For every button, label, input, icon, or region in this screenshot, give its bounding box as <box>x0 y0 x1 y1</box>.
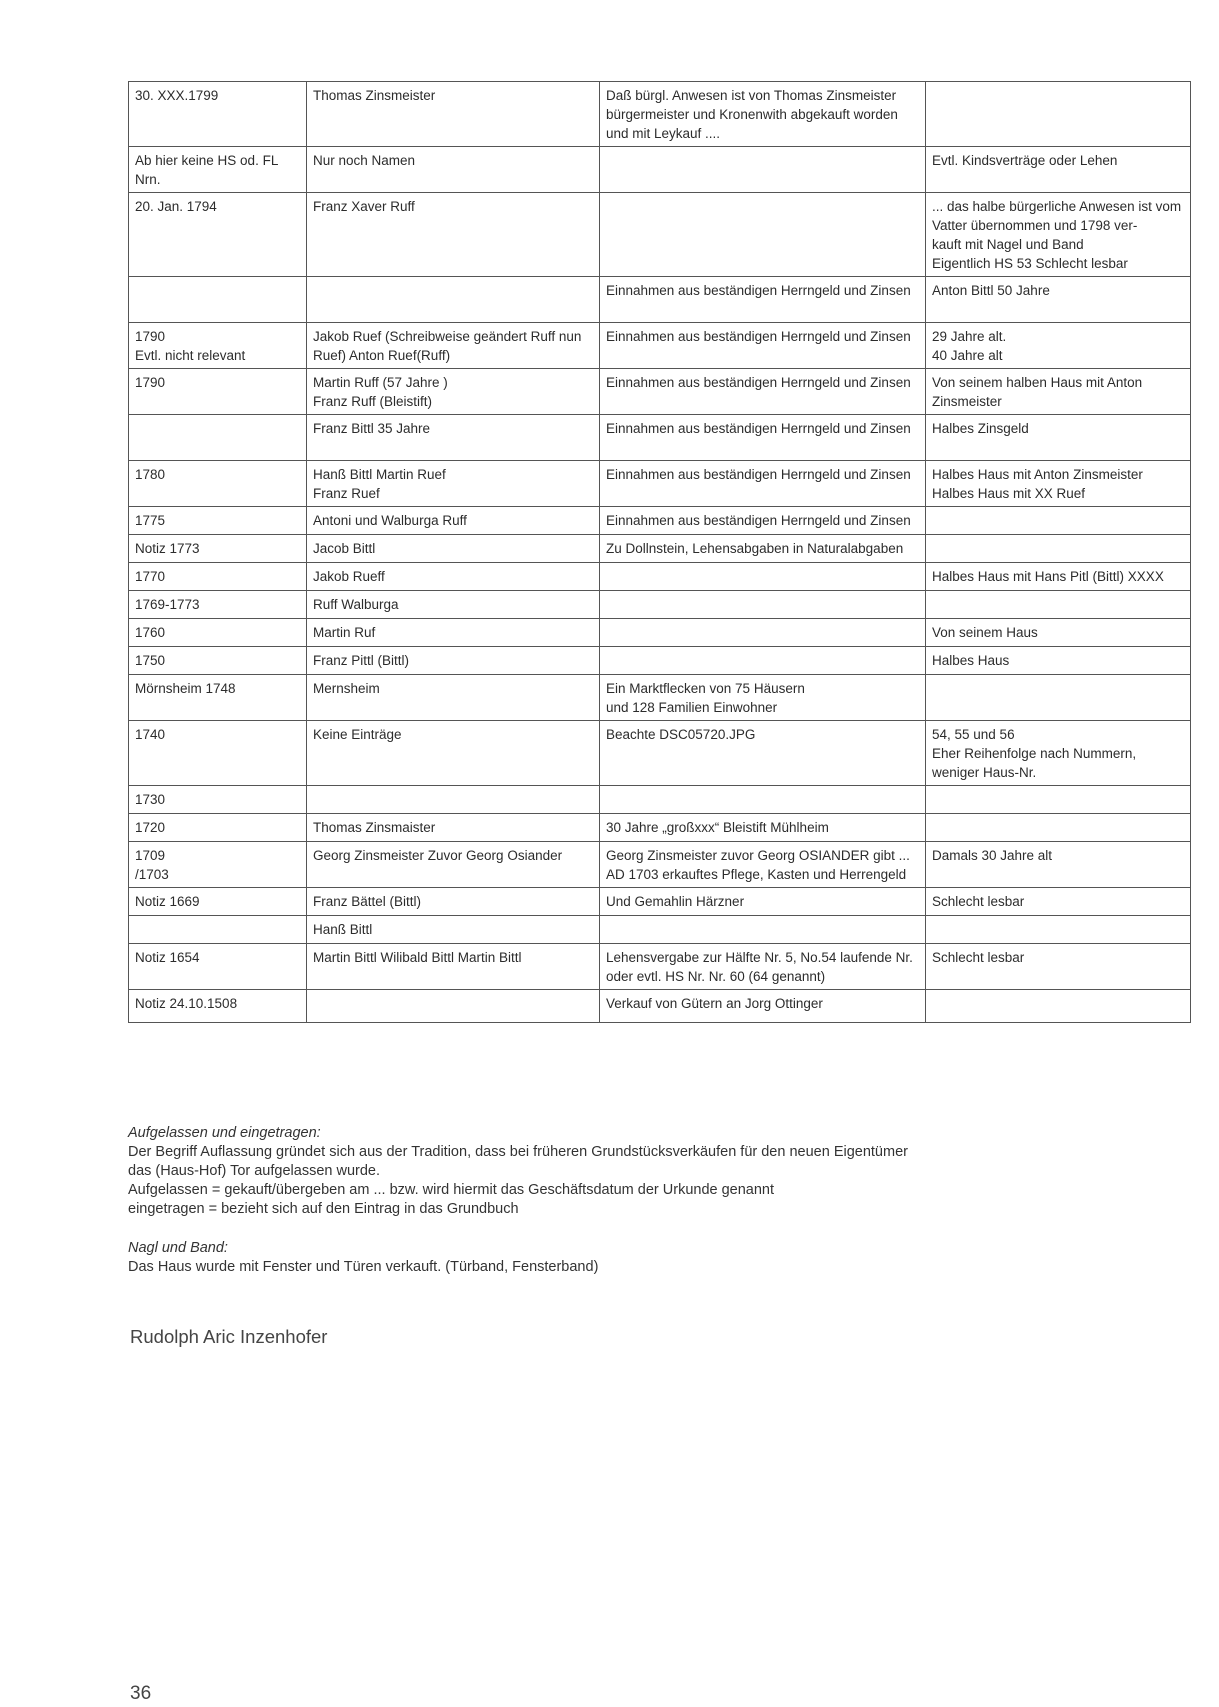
remark-cell <box>926 82 1191 147</box>
remark-cell: 54, 55 und 56 Eher Reihenfolge nach Nummern, weniger Haus-Nr. <box>926 721 1191 786</box>
table-row <box>129 415 1191 461</box>
date-cell: 1750 <box>129 647 307 675</box>
notes-text-line: Der Begriff Auflassung gründet sich aus der Tradition, dass bei früheren Grundstücksverkäufen für den neuen Eigentümer <box>128 1144 908 1160</box>
content-cell <box>600 563 926 591</box>
notes-section <box>128 1124 1088 1277</box>
content-cell: Lehensvergabe zur Hälfte Nr. 5, No.54 laufende Nr. oder evtl. HS Nr. Nr. 60 (64 genannt) <box>600 944 926 990</box>
table-row <box>129 619 1191 647</box>
name-cell: Thomas Zinsmeister <box>307 82 600 147</box>
remark-cell: Damals 30 Jahre alt <box>926 842 1191 888</box>
records-table-body <box>129 82 1191 1023</box>
table-row <box>129 675 1191 721</box>
remark-cell <box>926 591 1191 619</box>
table-row <box>129 277 1191 323</box>
name-cell: Hanß Bittl <box>307 916 600 944</box>
table-row <box>129 82 1191 147</box>
remark-cell: ... das halbe bürgerliche Anwesen ist vom Vatter übernommen und 1798 ver- kauft mit Nagel und Band Eigentlich HS 53 Schlecht lesbar <box>926 193 1191 277</box>
table-row <box>129 916 1191 944</box>
content-cell: Beachte DSC05720.JPG <box>600 721 926 786</box>
remark-cell: Von seinem halben Haus mit Anton Zinsmeister <box>926 369 1191 415</box>
content-cell <box>600 619 926 647</box>
remark-cell: Anton Bittl 50 Jahre <box>926 277 1191 323</box>
date-cell: Mörnsheim 1748 <box>129 675 307 721</box>
name-cell: Georg Zinsmeister Zuvor Georg Osiander <box>307 842 600 888</box>
name-cell: Franz Pittl (Bittl) <box>307 647 600 675</box>
table-row <box>129 786 1191 814</box>
table-row <box>129 369 1191 415</box>
table-row <box>129 535 1191 563</box>
name-cell: Franz Xaver Ruff <box>307 193 600 277</box>
content-cell: Verkauf von Gütern an Jorg Ottinger <box>600 990 926 1023</box>
content-cell: Und Gemahlin Härzner <box>600 888 926 916</box>
date-cell <box>129 916 307 944</box>
content-cell: Ein Marktflecken von 75 Häusern und 128 Familien Einwohner <box>600 675 926 721</box>
remark-cell <box>926 814 1191 842</box>
table-row <box>129 461 1191 507</box>
name-cell <box>307 277 600 323</box>
name-cell <box>307 786 600 814</box>
table-row <box>129 193 1191 277</box>
content-cell <box>600 786 926 814</box>
name-cell: Martin Bittl Wilibald Bittl Martin Bittl <box>307 944 600 990</box>
table-row <box>129 814 1191 842</box>
notes-text-line: das (Haus-Hof) Tor aufgelassen wurde. <box>128 1163 380 1179</box>
name-cell: Keine Einträge <box>307 721 600 786</box>
name-cell: Jacob Bittl <box>307 535 600 563</box>
table-row <box>129 323 1191 369</box>
name-cell: Thomas Zinsmaister <box>307 814 600 842</box>
content-cell <box>600 591 926 619</box>
date-cell: 1769-1773 <box>129 591 307 619</box>
table-row <box>129 944 1191 990</box>
author-name: Rudolph Aric Inzenhofer <box>130 1326 328 1347</box>
remark-cell <box>926 990 1191 1023</box>
date-cell: 1790 <box>129 369 307 415</box>
date-cell: 1720 <box>129 814 307 842</box>
date-cell: 1730 <box>129 786 307 814</box>
date-cell: Notiz 24.10.1508 <box>129 990 307 1023</box>
name-cell: Franz Bittl 35 Jahre <box>307 415 600 461</box>
date-cell: 1790 Evtl. nicht relevant <box>129 323 307 369</box>
table-row <box>129 842 1191 888</box>
table-row <box>129 888 1191 916</box>
content-cell: Daß bürgl. Anwesen ist von Thomas Zinsmeister bürgermeister und Kronenwith abgekauft worden und mit Leykauf .... <box>600 82 926 147</box>
remark-cell: 29 Jahre alt. 40 Jahre alt <box>926 323 1191 369</box>
date-cell: 1760 <box>129 619 307 647</box>
content-cell: Einnahmen aus beständigen Herrngeld und Zinsen <box>600 461 926 507</box>
table-row <box>129 507 1191 535</box>
remark-cell: Halbes Haus mit Anton Zinsmeister Halbes Haus mit XX Ruef <box>926 461 1191 507</box>
content-cell: Einnahmen aus beständigen Herrngeld und Zinsen <box>600 507 926 535</box>
content-cell <box>600 916 926 944</box>
name-cell: Nur noch Namen <box>307 147 600 193</box>
date-cell: Notiz 1654 <box>129 944 307 990</box>
name-cell: Mernsheim <box>307 675 600 721</box>
records-table <box>128 81 1191 1023</box>
name-cell: Martin Ruf <box>307 619 600 647</box>
name-cell: Franz Bättel (Bittl) <box>307 888 600 916</box>
notes-spacer <box>128 1219 1088 1239</box>
table-row <box>129 591 1191 619</box>
table-row <box>129 990 1191 1023</box>
remark-cell <box>926 675 1191 721</box>
content-cell: Einnahmen aus beständigen Herrngeld und Zinsen <box>600 277 926 323</box>
date-cell: Notiz 1773 <box>129 535 307 563</box>
remark-cell: Halbes Haus <box>926 647 1191 675</box>
date-cell: 20. Jan. 1794 <box>129 193 307 277</box>
content-cell <box>600 193 926 277</box>
content-cell <box>600 147 926 193</box>
remark-cell <box>926 535 1191 563</box>
notes-text-line: Das Haus wurde mit Fenster und Türen verkauft. (Türband, Fensterband) <box>128 1259 599 1275</box>
notes-text-line: Aufgelassen = gekauft/übergeben am ... bzw. wird hiermit das Geschäftsdatum der Urkunde genannt <box>128 1182 775 1198</box>
notes-heading-nagl-und-band: Nagl und Band: <box>128 1240 228 1256</box>
table-row <box>129 721 1191 786</box>
content-cell: Einnahmen aus beständigen Herrngeld und Zinsen <box>600 369 926 415</box>
table-row <box>129 563 1191 591</box>
notes-heading-aufgelassen: Aufgelassen und eingetragen: <box>128 1125 321 1141</box>
name-cell <box>307 990 600 1023</box>
content-cell: 30 Jahre „großxxx“ Bleistift Mühlheim <box>600 814 926 842</box>
name-cell: Antoni und Walburga Ruff <box>307 507 600 535</box>
date-cell: Ab hier keine HS od. FL Nrn. <box>129 147 307 193</box>
name-cell: Martin Ruff (57 Jahre ) Franz Ruff (Bleistift) <box>307 369 600 415</box>
name-cell: Ruff Walburga <box>307 591 600 619</box>
remark-cell: Evtl. Kindsverträge oder Lehen <box>926 147 1191 193</box>
remark-cell: Schlecht lesbar <box>926 944 1191 990</box>
name-cell: Jakob Ruef (Schreibweise geändert Ruff nun Ruef) Anton Ruef(Ruff) <box>307 323 600 369</box>
date-cell: 30. XXX.1799 <box>129 82 307 147</box>
remark-cell: Halbes Haus mit Hans Pitl (Bittl) XXXX <box>926 563 1191 591</box>
date-cell <box>129 277 307 323</box>
content-cell: Einnahmen aus beständigen Herrngeld und Zinsen <box>600 323 926 369</box>
date-cell: 1770 <box>129 563 307 591</box>
remark-cell <box>926 507 1191 535</box>
remark-cell <box>926 916 1191 944</box>
remark-cell: Schlecht lesbar <box>926 888 1191 916</box>
content-cell <box>600 647 926 675</box>
content-cell: Zu Dollnstein, Lehensabgaben in Naturalabgaben <box>600 535 926 563</box>
name-cell: Hanß Bittl Martin Ruef Franz Ruef <box>307 461 600 507</box>
date-cell: 1740 <box>129 721 307 786</box>
notes-text-line: eingetragen = bezieht sich auf den Eintrag in das Grundbuch <box>128 1201 519 1217</box>
date-cell <box>129 415 307 461</box>
date-cell: 1709 /1703 <box>129 842 307 888</box>
page-number: 36 <box>130 1683 152 1704</box>
date-cell: 1775 <box>129 507 307 535</box>
remark-cell: Von seinem Haus <box>926 619 1191 647</box>
content-cell: Einnahmen aus beständigen Herrngeld und Zinsen <box>600 415 926 461</box>
table-row <box>129 647 1191 675</box>
remark-cell: Halbes Zinsgeld <box>926 415 1191 461</box>
name-cell: Jakob Rueff <box>307 563 600 591</box>
remark-cell <box>926 786 1191 814</box>
table-row <box>129 147 1191 193</box>
content-cell: Georg Zinsmeister zuvor Georg OSIANDER gibt ... AD 1703 erkauftes Pflege, Kasten und Herrengeld <box>600 842 926 888</box>
date-cell: Notiz 1669 <box>129 888 307 916</box>
date-cell: 1780 <box>129 461 307 507</box>
